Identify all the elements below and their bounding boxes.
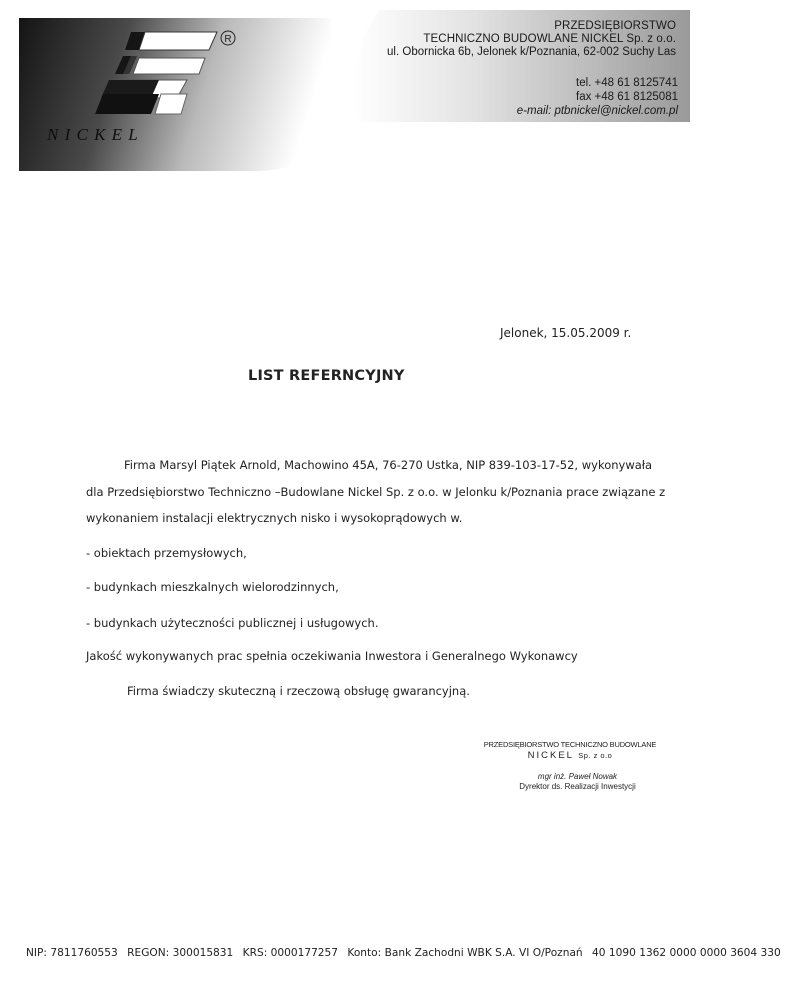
phone-number: tel. +48 61 8125741 <box>576 77 678 89</box>
stamp-line-2 <box>480 750 660 761</box>
company-footer <box>26 947 781 959</box>
intro-line-2: dla Przedsiębiorstwo Techniczno –Budowlane Nickel Sp. z o.o. w Jelonku k/Poznania prace związane z <box>86 485 666 499</box>
list-item-2: - budynkach mieszkalnych wielorodzinnych, <box>86 580 339 594</box>
list-item-1: - obiektach przemysłowych, <box>86 546 247 560</box>
footer-nip: NIP: 7811760553 <box>26 947 118 959</box>
logo-wordmark: N I C K E L <box>47 125 139 144</box>
stamp-suffix: Sp. z o.o <box>578 751 613 760</box>
letter-date: Jelonek, 15.05.2009 r. <box>500 326 632 340</box>
company-logo <box>19 18 331 171</box>
logo-graphic <box>19 18 331 171</box>
list-item-3: - budynkach użyteczności publicznej i usługowych. <box>86 616 379 630</box>
quality-statement: Jakość wykonywanych prac spełnia oczekiwania Inwestora i Generalnego Wykonawcy <box>86 649 578 663</box>
logo-mark-block <box>133 58 205 74</box>
footer-regon: REGON: 300015831 <box>127 947 234 959</box>
logo-mark-block <box>155 94 187 114</box>
intro-line-3: wykonaniem instalacji elektrycznych nisko i wysokoprądowych w. <box>86 511 463 525</box>
letter-title: LIST REFERNCYJNY <box>248 368 405 384</box>
stamp-company: NICKEL <box>527 750 574 761</box>
footer-account: 40 1090 1362 0000 0000 3604 330 <box>592 947 781 959</box>
contact-info <box>517 76 678 118</box>
warranty-statement: Firma świadczy skuteczną i rzeczową obsługę gwarancyjną. <box>127 684 470 698</box>
email-address: e-mail: ptbnickel@nickel.com.pl <box>516 105 678 117</box>
footer-bank: Konto: Bank Zachodni WBK S.A. VI O/Poznań <box>347 947 583 959</box>
signatory-name: mgr inż. Paweł Nowak <box>537 772 618 781</box>
company-name-line1: PRZEDSIĘBIORSTWO <box>554 20 676 32</box>
intro-line-1: Firma Marsyl Piątek Arnold, Machowino 45A, 76-270 Ustka, NIP 839-103-17-52, wykonywała <box>124 458 653 472</box>
logo-mark-block <box>95 94 159 114</box>
signature-block <box>510 772 645 792</box>
registered-mark: R <box>224 34 232 45</box>
logo-mark-block <box>139 32 217 50</box>
company-address: ul. Obornicka 6b, Jelonek k/Poznania, 62-002 Suchy Las <box>387 46 676 58</box>
company-info <box>387 20 676 59</box>
fax-number: fax +48 61 8125081 <box>576 91 678 103</box>
signatory-role: Dyrektor ds. Realizacji Inwestycji <box>519 782 636 791</box>
company-name-line2: TECHNICZNO BUDOWLANE NICKEL Sp. z o.o. <box>423 33 676 45</box>
stamp-line-1: PRZEDSIĘBIORSTWO TECHNICZNO BUDOWLANE <box>483 740 657 749</box>
footer-krs: KRS: 0000177257 <box>242 947 339 959</box>
company-stamp <box>480 740 660 761</box>
